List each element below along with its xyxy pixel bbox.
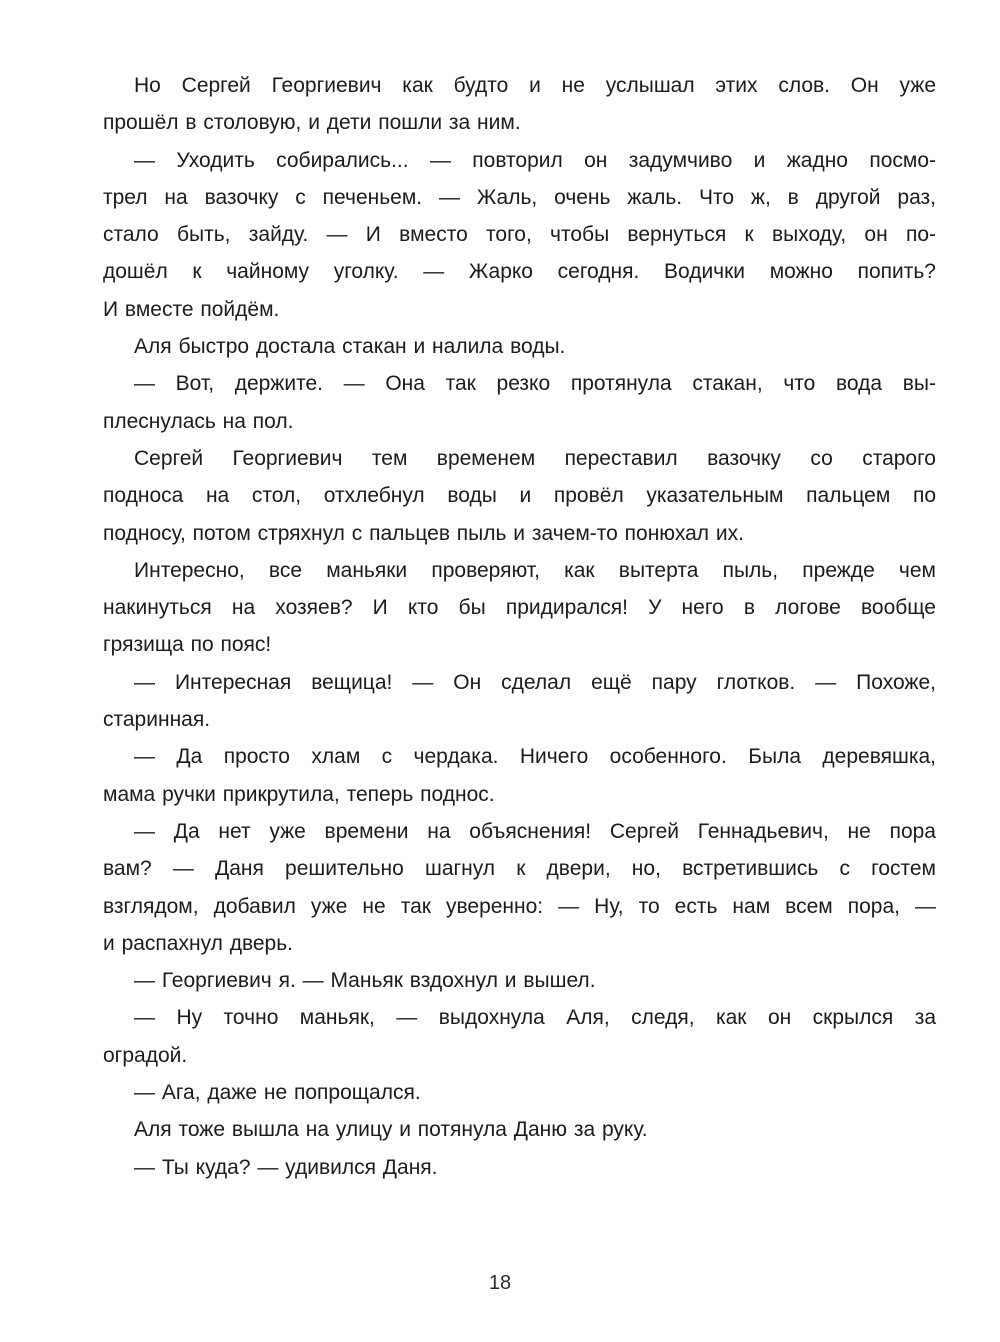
text-line: — Ты куда? — удивился Даня. xyxy=(134,1155,438,1179)
paragraph xyxy=(103,999,936,1074)
text-line: — Да нет уже времени на объяснения! Сергей Геннадьевич, не пора xyxy=(134,819,936,843)
text-line: — Георгиевич я. — Маньяк вздохнул и вышел. xyxy=(134,969,596,993)
paragraph xyxy=(103,664,936,739)
text-line: И вместе пойдём. xyxy=(103,297,280,321)
text-line: трел на вазочку с печеньем. — Жаль, очень жаль. Что ж, в другой раз, xyxy=(103,185,936,209)
paragraph xyxy=(103,552,936,664)
paragraph xyxy=(103,962,936,999)
paragraph xyxy=(103,142,936,328)
text-line: дошёл к чайному уголку. — Жарко сегодня. Водички можно попить? xyxy=(103,260,936,284)
text-line: — Да просто хлам с чердака. Ничего особенного. Была деревяшка, xyxy=(134,745,936,769)
paragraph xyxy=(103,67,936,142)
text-line: старинная. xyxy=(103,708,211,732)
text-line: прошёл в столовую, и дети пошли за ним. xyxy=(103,111,521,135)
paragraph xyxy=(103,738,936,813)
paragraph xyxy=(103,1111,936,1148)
body-text xyxy=(103,67,936,1186)
text-line: подносу, потом стряхнул с пальцев пыль и зачем-то понюхал их. xyxy=(103,521,744,545)
text-line: Аля быстро достала стакан и налила воды. xyxy=(134,335,566,359)
text-line: Интересно, все маньяки проверяют, как вытерта пыль, прежде чем xyxy=(134,558,936,582)
text-line: плеснулась на пол. xyxy=(103,409,294,433)
paragraph xyxy=(103,440,936,552)
text-line: и распахнул дверь. xyxy=(103,931,294,955)
page-number: 18 xyxy=(488,1272,512,1294)
text-line: оградой. xyxy=(103,1043,188,1067)
text-line: Аля тоже вышла на улицу и потянула Даню за руку. xyxy=(134,1118,648,1142)
text-line: Сергей Георгиевич тем временем переставил вазочку со старого xyxy=(134,446,936,470)
paragraph xyxy=(103,365,936,440)
paragraph xyxy=(103,813,936,962)
paragraph xyxy=(103,328,936,365)
text-line: — Ну точно маньяк, — выдохнула Аля, следя, как он скрылся за xyxy=(134,1006,936,1030)
paragraph xyxy=(103,1149,936,1186)
text-line: Но Сергей Георгиевич как будто и не услышал этих слов. Он уже xyxy=(134,74,936,97)
text-line: — Уходить собирались... — повторил он задумчиво и жадно посмо- xyxy=(134,148,936,172)
text-line: — Интересная вещица! — Он сделал ещё пару глотков. — Похоже, xyxy=(134,670,936,694)
text-line: вам? — Даня решительно шагнул к двери, но, встретившись с гостем xyxy=(103,857,936,881)
text-line: подноса на стол, отхлебнул воды и провёл указательным пальцем по xyxy=(103,484,936,508)
text-line: мама ручки прикрутила, теперь поднос. xyxy=(103,782,495,806)
text-line: — Ага, даже не попрощался. xyxy=(134,1081,421,1105)
text-line: грязища по пояс! xyxy=(103,633,272,657)
text-line: накинуться на хозяев? И кто бы придирался! У него в логове вообще xyxy=(103,596,936,620)
text-line: — Вот, держите. — Она так резко протянула стакан, что вода вы- xyxy=(134,372,936,396)
paragraph xyxy=(103,1074,936,1111)
text-line: стало быть, зайду. — И вместо того, чтобы вернуться к выходу, он по- xyxy=(103,223,936,247)
text-line: взглядом, добавил уже не так уверенно: — Ну, то есть нам всем пора, — xyxy=(103,894,936,918)
